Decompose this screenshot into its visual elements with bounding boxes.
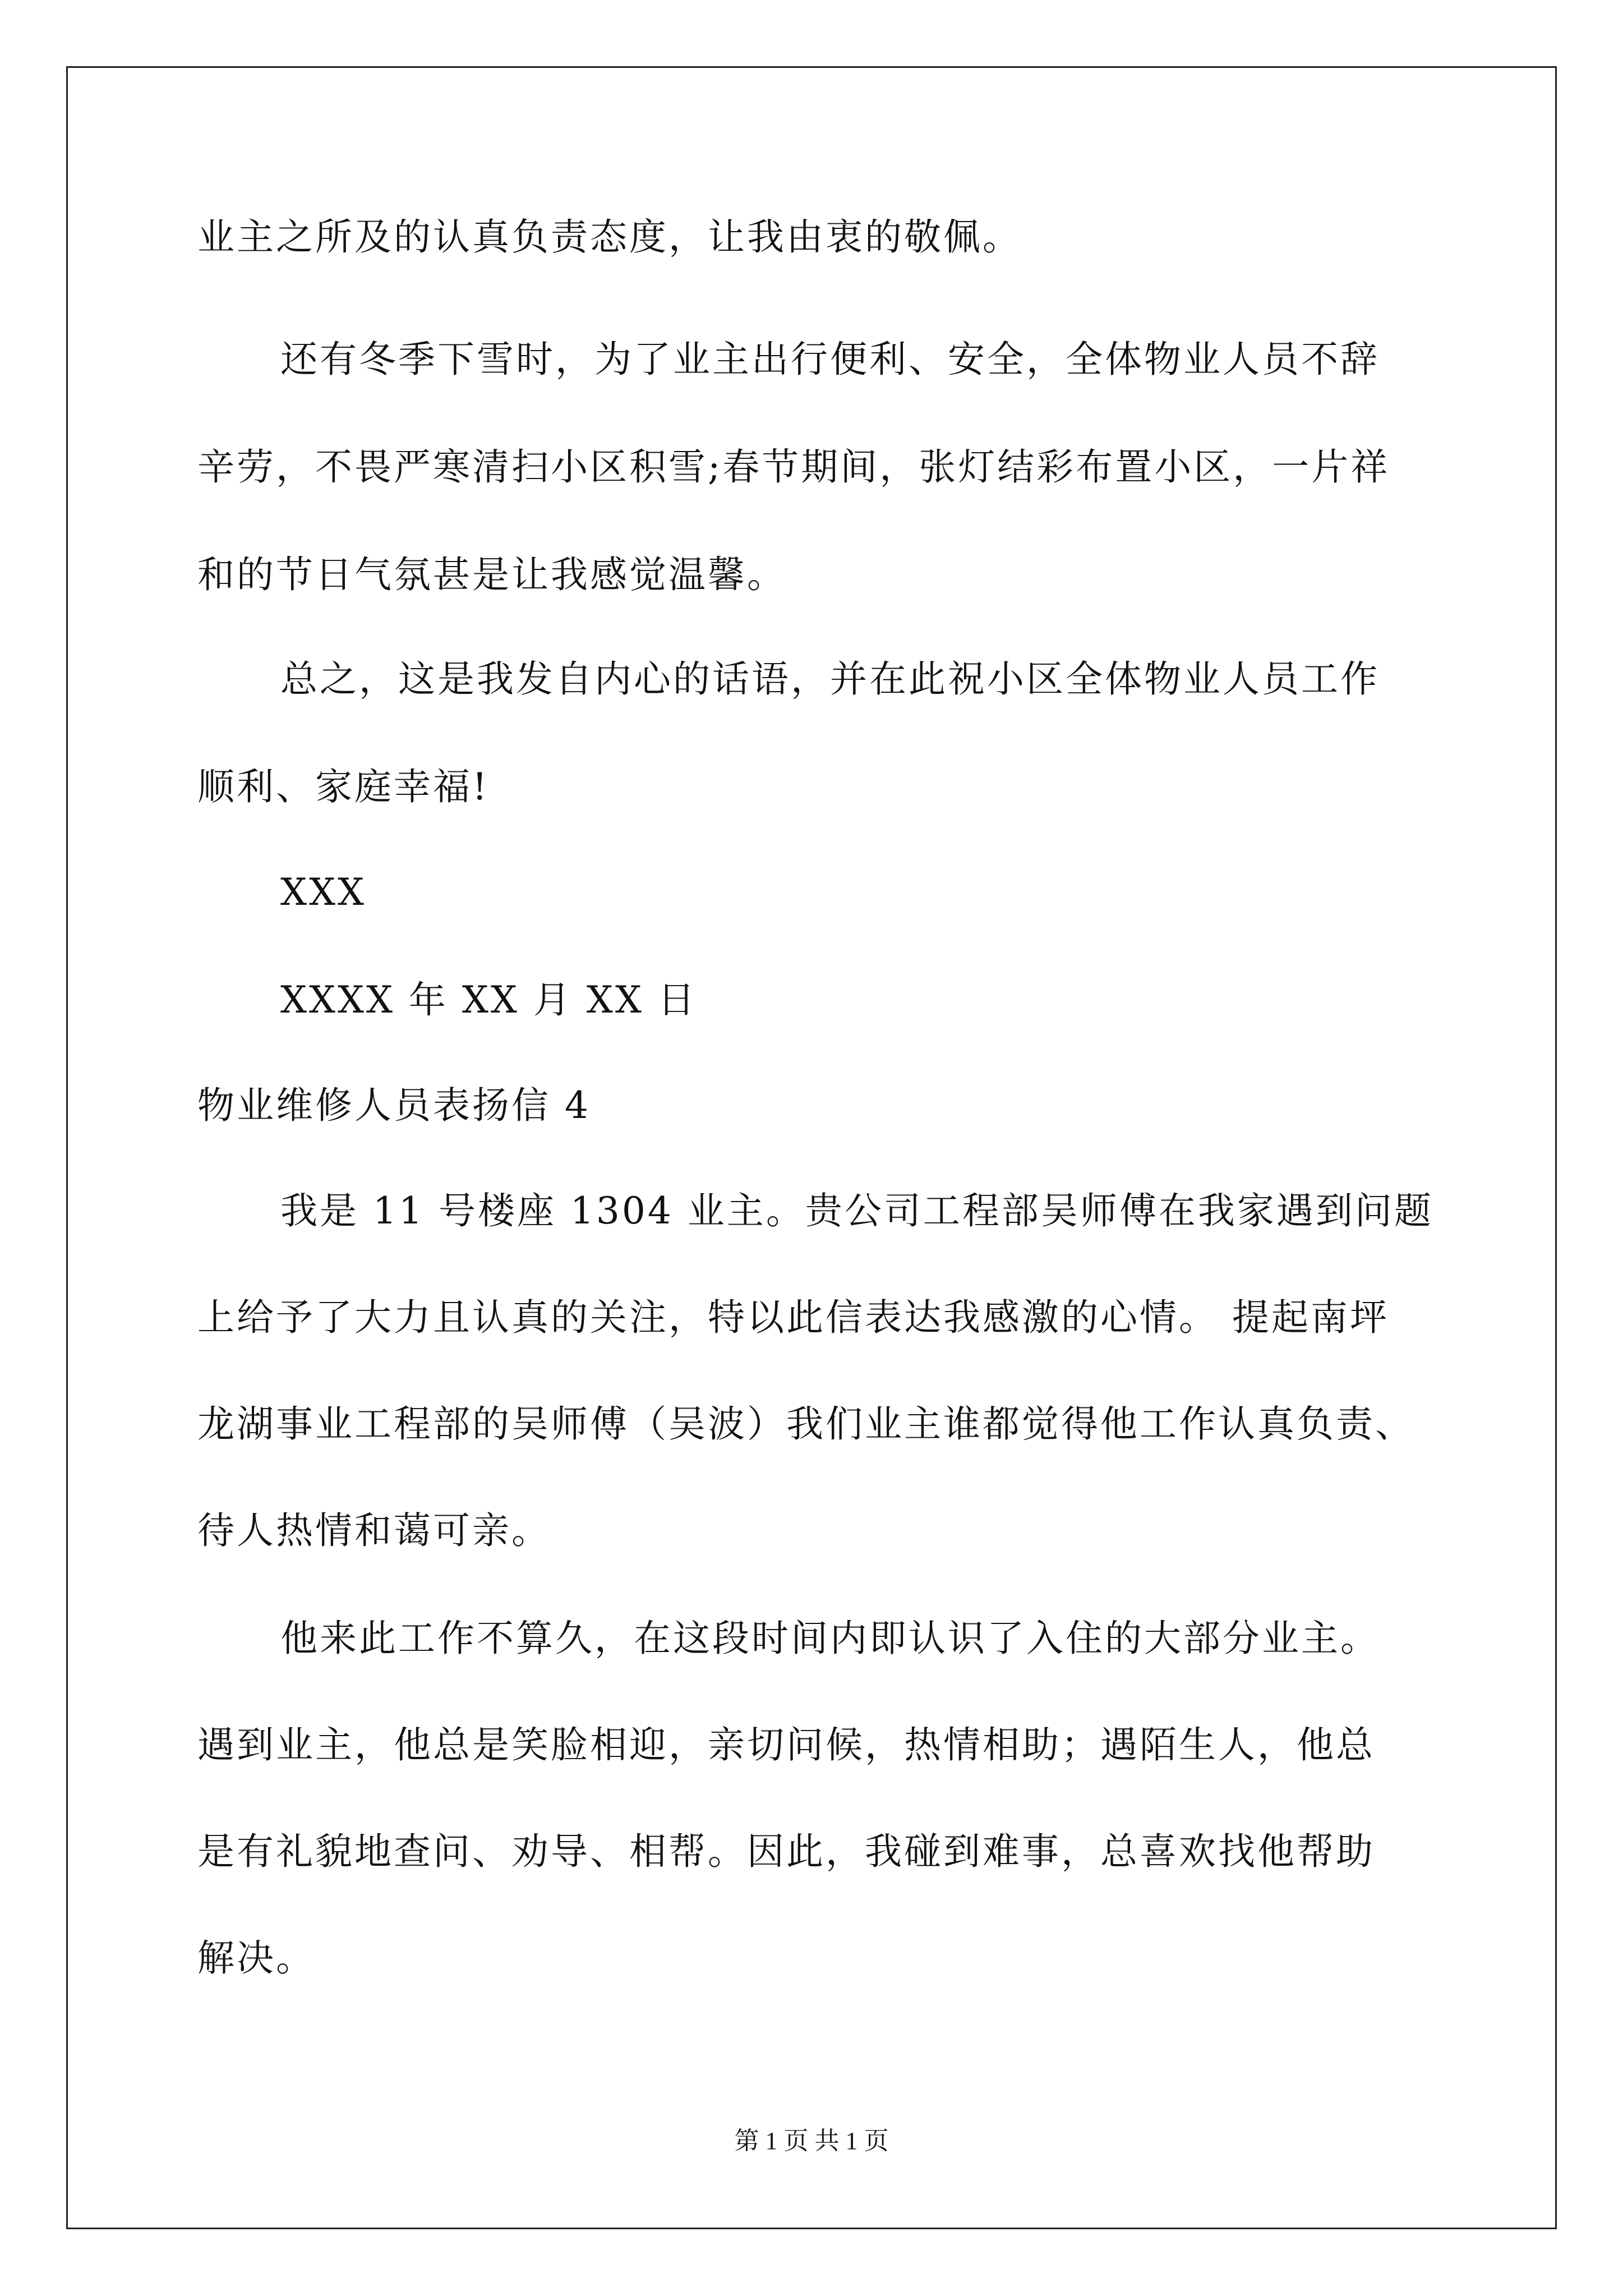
page-footer: 第 1 页 共 1 页 — [734, 2127, 889, 2155]
text-line: 是有礼貌地查问、劝导、相帮。因此，我碰到难事，总喜欢找他帮助 — [197, 1830, 1375, 1873]
text-line: 辛劳，不畏严寒清扫小区积雪;春节期间，张灯结彩布置小区，一片祥 — [197, 445, 1390, 489]
text-line: 顺利、家庭幸福! — [197, 765, 490, 808]
text-line: 解决。 — [197, 1936, 315, 1980]
text-line: 他来此工作不算久，在这段时间内即认识了入住的大部分业主。 — [280, 1617, 1380, 1660]
text-line: 遇到业主，他总是笑脸相迎，亲切问候，热情相助；遇陌生人，他总 — [197, 1723, 1375, 1766]
signature-date: XXXX 年 XX 月 XX 日 — [280, 978, 697, 1022]
text-line: 待人热情和蔼可亲。 — [197, 1509, 551, 1552]
text-line: 上给予了大力且认真的关注，特以此信表达我感激的心情。 提起南坪 — [197, 1296, 1389, 1339]
section-heading: 物业维修人员表扬信 4 — [197, 1084, 591, 1127]
text-line: 总之，这是我发自内心的话语，并在此祝小区全体物业人员工作 — [280, 657, 1380, 701]
text-line: 还有冬季下雪时，为了业主出行便利、安全，全体物业人员不辞 — [280, 338, 1380, 381]
page-border — [66, 66, 1557, 2229]
text-line: 业主之所及的认真负责态度，让我由衷的敬佩。 — [197, 215, 1022, 259]
text-line: 龙湖事业工程部的吴师傅（吴波）我们业主谁都觉得他工作认真负责、 — [197, 1402, 1414, 1446]
text-line: 和的节日气氛甚是让我感觉温馨。 — [197, 553, 786, 596]
signature-name: XXX — [280, 871, 366, 914]
text-line: 我是 11 号楼座 1304 业主。贵公司工程部吴师傅在我家遇到问题 — [280, 1189, 1433, 1232]
